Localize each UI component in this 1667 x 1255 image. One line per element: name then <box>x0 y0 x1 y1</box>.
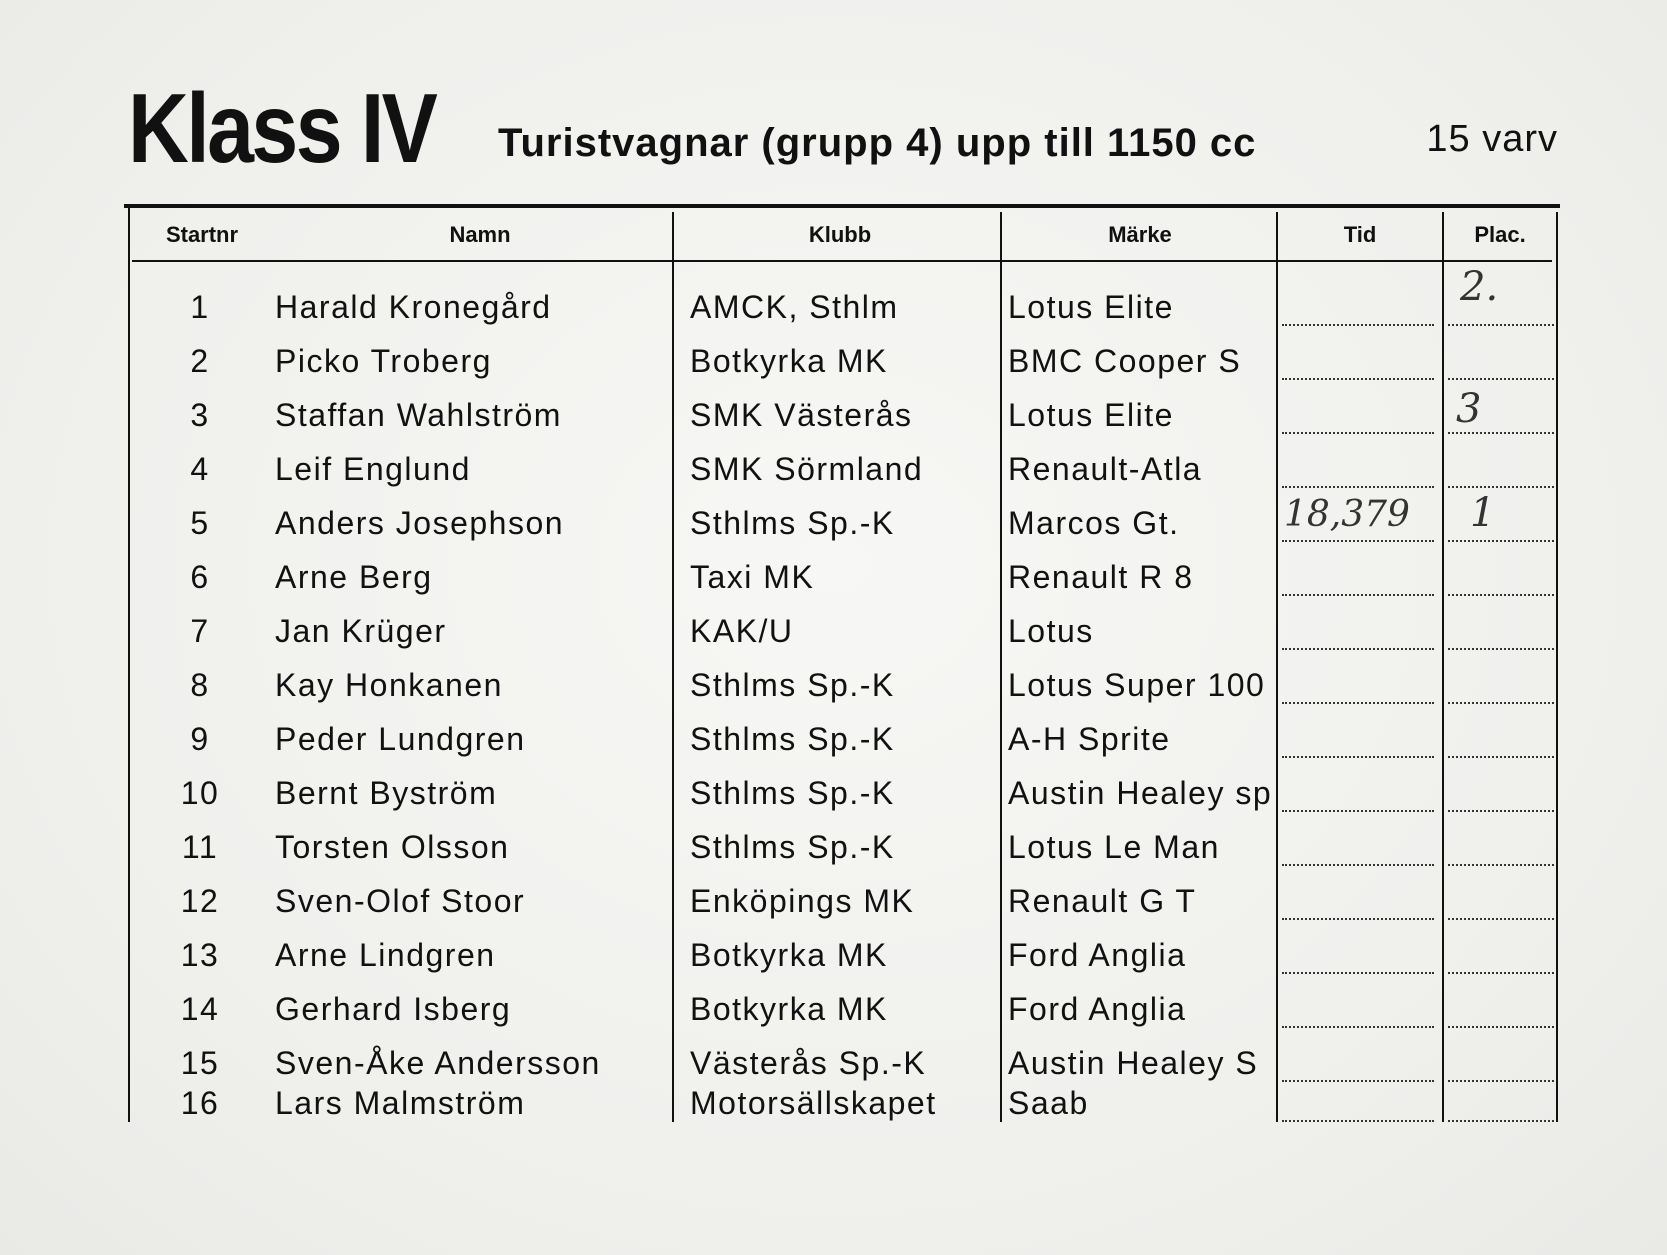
plac-dotted-line <box>1448 1026 1554 1028</box>
startnr-cell: 7 <box>190 613 210 649</box>
tid-dotted-line <box>1282 918 1434 920</box>
tid-dotted-line <box>1282 432 1434 434</box>
table-row <box>0 658 1667 712</box>
startnr-cell: 16 <box>180 1085 220 1121</box>
handwritten-placing: 3 <box>1456 386 1482 432</box>
make-cell: Lotus Super 100 <box>1008 667 1266 703</box>
name-cell: Sven-Olof Stoor <box>275 883 526 919</box>
table-row <box>0 1076 1667 1130</box>
startnr-cell: 8 <box>190 667 210 703</box>
name-cell: Gerhard Isberg <box>275 991 512 1027</box>
startnr-cell: 1 <box>190 289 210 325</box>
plac-dotted-line <box>1448 972 1554 974</box>
table-row <box>0 334 1667 388</box>
tid-dotted-line <box>1282 1120 1434 1122</box>
make-cell: Austin Healey sp <box>1008 775 1272 811</box>
startnr-cell: 11 <box>181 829 219 865</box>
name-cell: Kay Honkanen <box>275 667 503 703</box>
handwritten-time: 18,379 <box>1284 494 1410 535</box>
startnr-cell: 15 <box>180 1045 220 1081</box>
table-row <box>0 982 1667 1036</box>
plac-dotted-line <box>1448 486 1554 488</box>
table-row <box>0 766 1667 820</box>
plac-dotted-line <box>1448 648 1554 650</box>
startnr-cell: 6 <box>190 559 210 595</box>
tid-dotted-line <box>1282 378 1434 380</box>
plac-dotted-line <box>1448 378 1554 380</box>
club-cell: SMK Västerås <box>690 397 913 433</box>
top-rule <box>124 204 1560 208</box>
class-header <box>128 73 1558 183</box>
club-cell: Sthlms Sp.-K <box>690 829 895 865</box>
handwritten-placing: 1 <box>1470 490 1496 536</box>
name-cell: Torsten Olsson <box>275 829 510 865</box>
startnr-cell: 10 <box>180 775 220 811</box>
column-header-plac: Plac. <box>1474 222 1526 247</box>
make-cell: Ford Anglia <box>1008 991 1187 1027</box>
table-row <box>0 490 1667 550</box>
club-cell: Motorsällskapet <box>690 1085 937 1121</box>
column-header-marke: Märke <box>1108 222 1172 247</box>
club-cell: Sthlms Sp.-K <box>690 505 895 541</box>
tid-dotted-line <box>1282 594 1434 596</box>
make-cell: A-H Sprite <box>1008 721 1171 757</box>
startnr-cell: 5 <box>190 505 210 541</box>
tid-dotted-line <box>1282 540 1434 542</box>
column-header-startnr: Startnr <box>165 222 239 247</box>
startnr-cell: 2 <box>190 343 210 379</box>
startnr-cell: 4 <box>190 451 210 487</box>
name-cell: Jan Krüger <box>275 613 447 649</box>
startnr-cell: 14 <box>180 991 220 1027</box>
tid-dotted-line <box>1282 648 1434 650</box>
club-cell: Enköpings MK <box>690 883 915 919</box>
startnr-cell: 12 <box>180 883 220 919</box>
club-cell: Botkyrka MK <box>690 937 888 973</box>
name-cell: Arne Berg <box>275 559 433 595</box>
club-cell: Botkyrka MK <box>690 991 888 1027</box>
club-cell: SMK Sörmland <box>690 451 924 487</box>
make-cell: Austin Healey S <box>1008 1045 1259 1081</box>
table-row <box>0 928 1667 982</box>
make-cell: Lotus <box>1008 613 1094 649</box>
name-cell: Picko Troberg <box>275 343 492 379</box>
club-cell: Sthlms Sp.-K <box>690 667 895 703</box>
club-cell: Västerås Sp.-K <box>690 1045 927 1081</box>
plac-dotted-line <box>1448 918 1554 920</box>
name-cell: Harald Kronegård <box>275 289 552 325</box>
table-row <box>0 388 1667 442</box>
column-header-namn: Namn <box>449 222 511 247</box>
tid-dotted-line <box>1282 864 1434 866</box>
club-cell: Sthlms Sp.-K <box>690 721 895 757</box>
table-row <box>0 874 1667 928</box>
plac-dotted-line <box>1448 594 1554 596</box>
laps-count: 15 varv <box>1426 118 1558 160</box>
make-cell: Marcos Gt. <box>1008 505 1180 541</box>
name-cell: Bernt Byström <box>275 775 498 811</box>
make-cell: Lotus Elite <box>1008 397 1174 433</box>
tid-dotted-line <box>1282 972 1434 974</box>
club-cell: KAK/U <box>690 613 794 649</box>
make-cell: Ford Anglia <box>1008 937 1187 973</box>
make-cell: Lotus Elite <box>1008 289 1174 325</box>
plac-dotted-line <box>1448 756 1554 758</box>
startnr-cell: 13 <box>180 937 220 973</box>
class-subtitle: Turistvagnar (grupp 4) upp till 1150 cc <box>498 121 1257 165</box>
name-cell: Anders Josephson <box>275 505 565 541</box>
startnr-cell: 3 <box>190 397 210 433</box>
table-row <box>0 264 1667 334</box>
handwritten-placing: 2. <box>1460 264 1499 310</box>
plac-dotted-line <box>1448 810 1554 812</box>
tid-dotted-line <box>1282 1026 1434 1028</box>
tid-dotted-line <box>1282 324 1434 326</box>
tid-dotted-line <box>1282 702 1434 704</box>
table-row <box>0 442 1667 496</box>
header-rule <box>132 260 1552 262</box>
name-cell: Staffan Wahlström <box>275 397 562 433</box>
make-cell: Lotus Le Man <box>1008 829 1220 865</box>
make-cell: Saab <box>1008 1085 1089 1121</box>
name-cell: Peder Lundgren <box>275 721 526 757</box>
make-cell: Renault-Atla <box>1008 451 1203 487</box>
table-row <box>0 820 1667 874</box>
tid-dotted-line <box>1282 810 1434 812</box>
tid-dotted-line <box>1282 756 1434 758</box>
make-cell: Renault G T <box>1008 883 1197 919</box>
table-row <box>0 604 1667 658</box>
plac-dotted-line <box>1448 1120 1554 1122</box>
club-cell: Sthlms Sp.-K <box>690 775 895 811</box>
column-header-tid: Tid <box>1343 222 1377 247</box>
plac-dotted-line <box>1448 540 1554 542</box>
make-cell: Renault R 8 <box>1008 559 1194 595</box>
class-title: Klass IV <box>128 73 436 183</box>
plac-dotted-line <box>1448 864 1554 866</box>
table-row <box>0 712 1667 766</box>
name-cell: Sven-Åke Andersson <box>275 1045 601 1081</box>
name-cell: Lars Malmström <box>275 1085 526 1121</box>
plac-dotted-line <box>1448 702 1554 704</box>
make-cell: BMC Cooper S <box>1008 343 1242 379</box>
tid-dotted-line <box>1282 486 1434 488</box>
club-cell: Botkyrka MK <box>690 343 888 379</box>
plac-dotted-line <box>1448 324 1554 326</box>
name-cell: Arne Lindgren <box>275 937 496 973</box>
column-header-klubb: Klubb <box>808 222 872 247</box>
name-cell: Leif Englund <box>275 451 471 487</box>
club-cell: Taxi MK <box>690 559 815 595</box>
startnr-cell: 9 <box>190 721 210 757</box>
club-cell: AMCK, Sthlm <box>690 289 899 325</box>
table-row <box>0 550 1667 604</box>
